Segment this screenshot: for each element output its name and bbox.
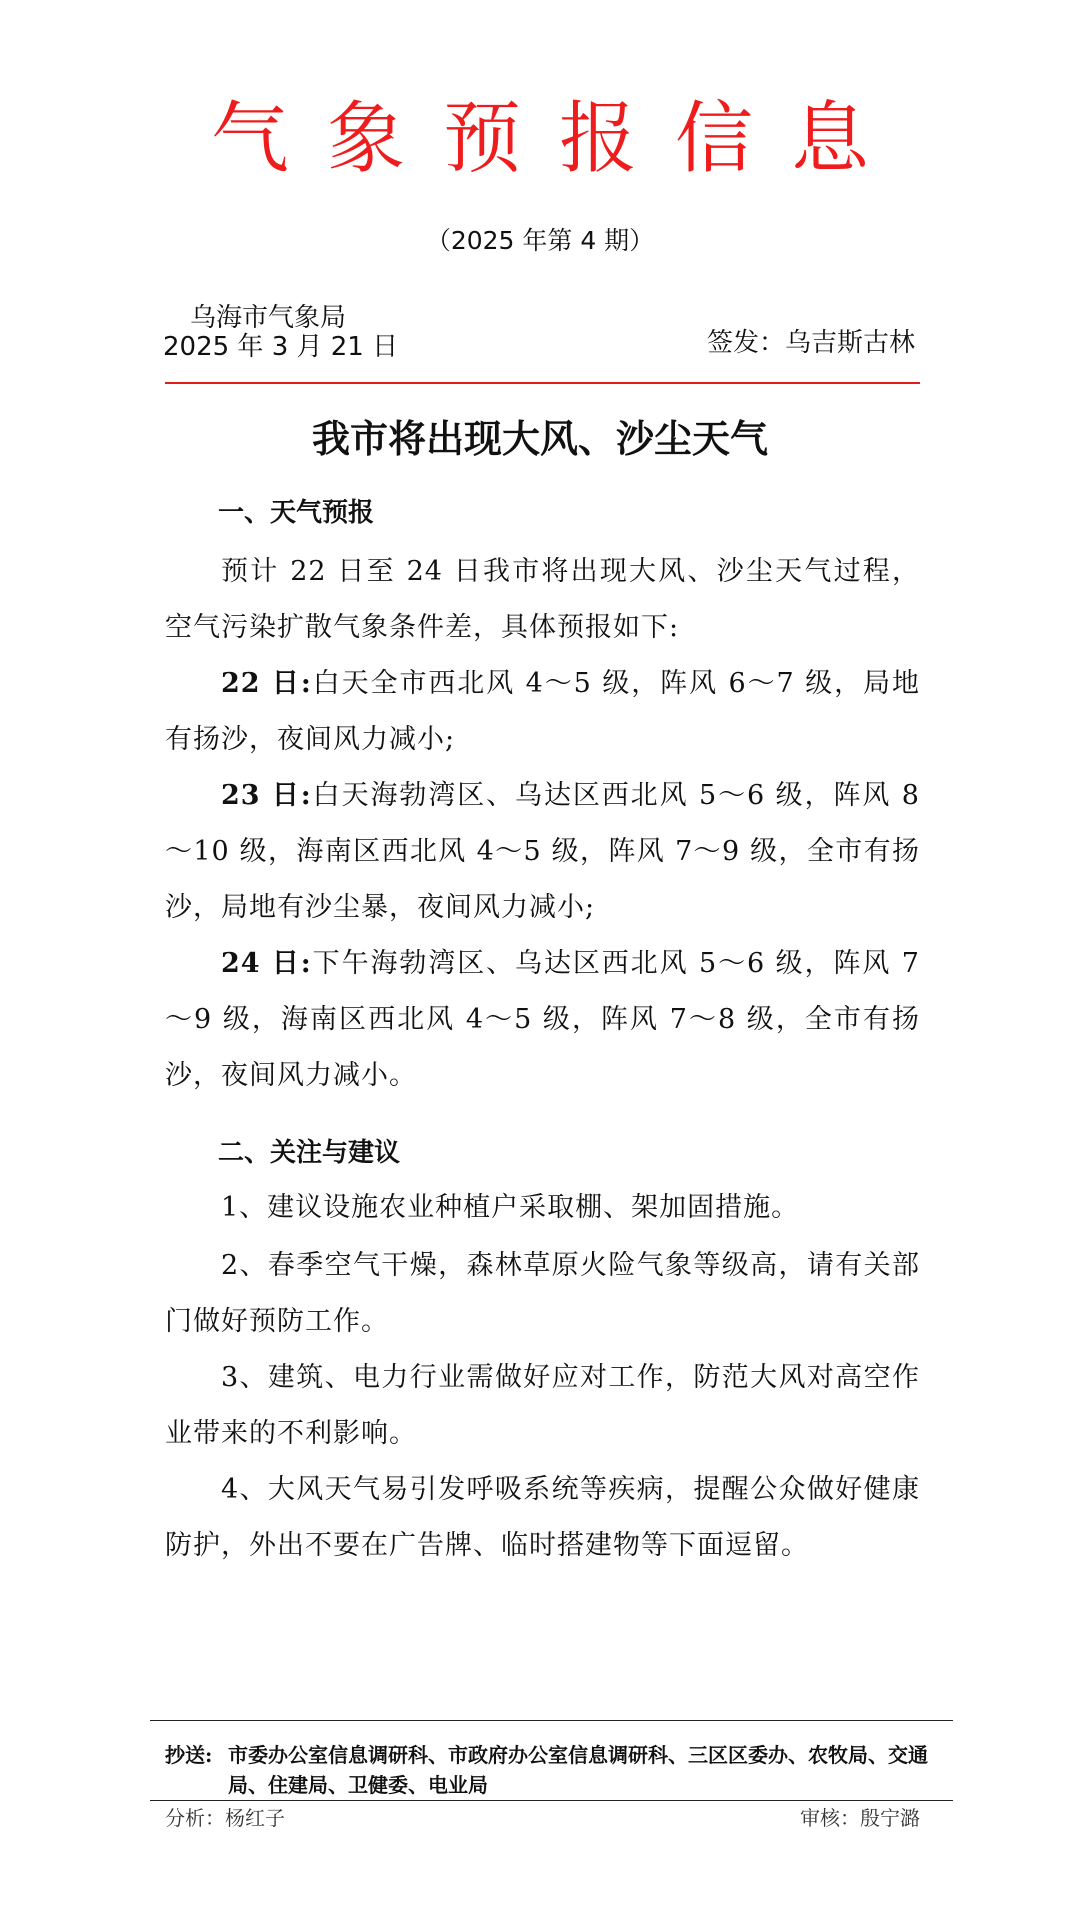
issue-date: 2025 年 3 月 21 日 (163, 332, 399, 362)
day-text: 下午海勃湾区、乌达区西北风 5～6 级，阵风 7～9 级，海南区西北风 4～5 级，阵风 7～8 级，全市有扬沙，夜间风力减小。 (165, 948, 920, 1091)
day-label: 24 日: (221, 948, 312, 979)
day-label: 22 日: (221, 668, 312, 699)
day-text: 白天海勃湾区、乌达区西北风 5～6 级，阵风 8～10 级，海南区西北风 4～5 级，阵风 7～9 级，全市有扬沙，局地有沙尘暴，夜间风力减小; (165, 780, 920, 923)
issuing-org: 乌海市气象局 (190, 303, 347, 333)
footer-bottom-rule (150, 1800, 953, 1801)
advice-item-1: 1、建议设施农业种植户采取棚、架加固措施。 (221, 1192, 800, 1223)
advice-item-4: 4、大风天气易引发呼吸系统等疾病，提醒公众做好健康防护，外出不要在广告牌、临时搭建物等下面逗留。 (165, 1474, 920, 1561)
day-text: 白天全市西北风 4～5 级，阵风 6～7 级，局地有扬沙，夜间风力减小; (165, 668, 920, 755)
advice-item-2: 2、春季空气干燥，森林草原火险气象等级高，请有关部门做好预防工作。 (165, 1250, 920, 1337)
footer-top-rule (150, 1720, 953, 1721)
reviewer: 审核：殷宁潞 (800, 1806, 920, 1830)
forecast-intro: 预计 22 日至 24 日我市将出现大风、沙尘天气过程，空气污染扩散气象条件差，具体预报如下: (165, 556, 920, 643)
red-divider (165, 382, 920, 384)
advice-item-3: 3、建筑、电力行业需做好应对工作，防范大风对高空作业带来的不利影响。 (165, 1362, 920, 1449)
analyst: 分析：杨红子 (165, 1806, 285, 1830)
issue-number: （2025 年第 4 期） (425, 226, 655, 255)
cc-recipients: 市委办公室信息调研科、市政府办公室信息调研科、三区区委办、农牧局、交通局、住建局、卫健委、电业局 (228, 1743, 928, 1797)
cc-label: 抄送: (165, 1743, 213, 1767)
masthead-title: 气象预报信息 (210, 94, 907, 184)
signer: 签发：乌吉斯古林 (706, 328, 915, 358)
section-heading-forecast: 一、天气预报 (218, 498, 375, 528)
section-heading-advice: 二、关注与建议 (218, 1138, 401, 1168)
forecast-day-22 (165, 656, 920, 768)
forecast-day-24 (165, 936, 920, 1104)
day-label: 23 日: (221, 780, 312, 811)
forecast-day-23 (165, 768, 920, 936)
headline: 我市将出现大风、沙尘天气 (311, 417, 768, 461)
